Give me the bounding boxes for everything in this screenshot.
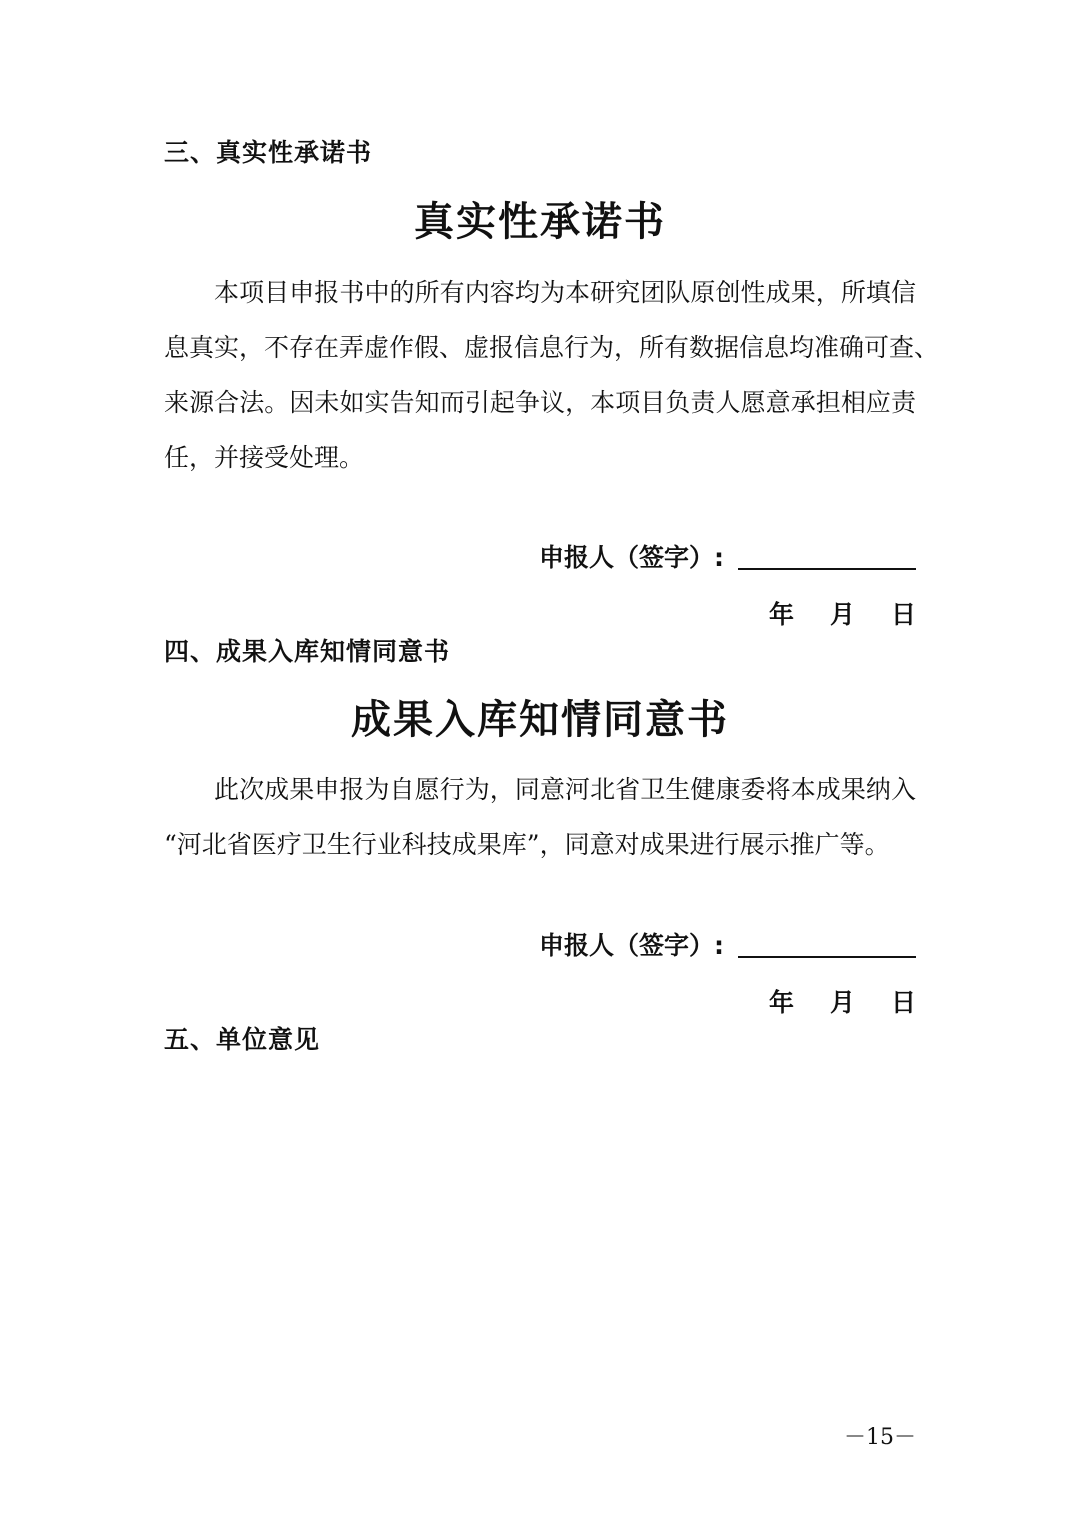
section-3-date-row [769, 595, 916, 631]
section-3-heading: 三、真实性承诺书 [164, 138, 373, 167]
page-number: －15－ [844, 1425, 916, 1450]
signature-label: 申报人（签字）: [539, 543, 724, 572]
date-year-label: 年 [768, 988, 794, 1017]
date-day-label: 日 [890, 600, 916, 629]
date-month-label: 月 [829, 988, 855, 1017]
paragraph-line: 来源合法。因未如实告知而引起争议，本项目负责人愿意承担相应责 [164, 388, 916, 417]
section-3-title: 真实性承诺书 [414, 199, 666, 245]
section-3-signature-row [539, 538, 916, 574]
paragraph-line: 息真实，不存在弄虚作假、虚报信息行为，所有数据信息均准确可查、 [164, 333, 940, 362]
section-4-date-row [769, 983, 916, 1019]
section-4-signature-row [539, 926, 916, 962]
date-day-label: 日 [890, 988, 916, 1017]
date-year-label: 年 [768, 600, 794, 629]
paragraph-line: 此次成果申报为自愿行为，同意河北省卫生健康委将本成果纳入 [214, 775, 916, 804]
paragraph-line: “河北省医疗卫生行业科技成果库”，同意对成果进行展示推广等。 [164, 830, 890, 859]
signature-blank-line [738, 568, 916, 570]
signature-blank-line [738, 956, 916, 958]
section-5-heading: 五、单位意见 [164, 1025, 321, 1054]
paragraph-line: 任，并接受处理。 [164, 443, 365, 472]
paragraph-line: 本项目申报书中的所有内容均为本研究团队原创性成果，所填信 [214, 278, 916, 307]
section-4-paragraph [164, 762, 916, 872]
date-month-label: 月 [829, 600, 855, 629]
section-4-title: 成果入库知情同意书 [351, 697, 729, 743]
section-3-paragraph [164, 265, 940, 485]
signature-label: 申报人（签字）: [539, 931, 724, 960]
section-4-heading: 四、成果入库知情同意书 [164, 637, 451, 666]
